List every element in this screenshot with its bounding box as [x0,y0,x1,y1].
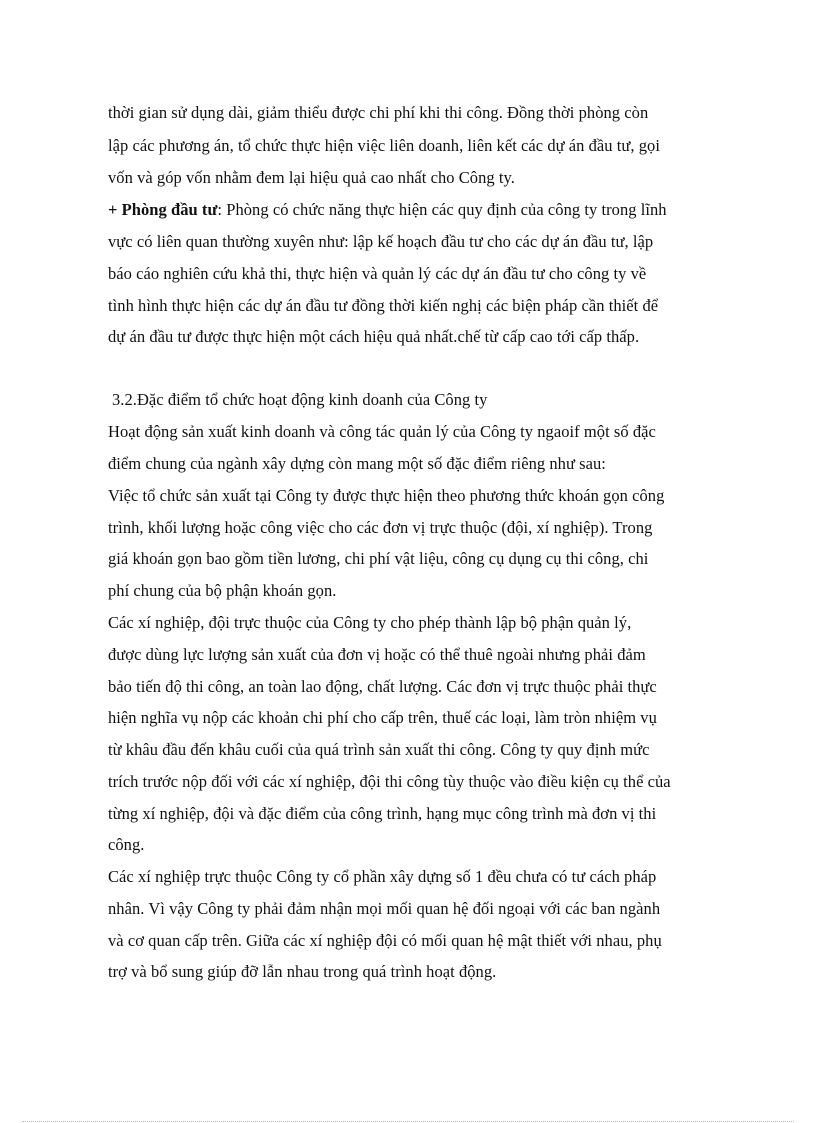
paragraph-5-line-4: hiện nghĩa vụ nộp các khoản chi phí cho cấp trên, thuế các loại, làm tròn nhiệm vụ [108,708,657,727]
paragraph-4-line-3: giá khoán gọn bao gồm tiền lương, chi phí vật liệu, công cụ dụng cụ thi công, chi [108,549,649,568]
paragraph-5-line-1: Các xí nghiệp, đội trực thuộc của Công ty cho phép thành lập bộ phận quản lý, [108,613,632,632]
paragraph-6-line-1: Các xí nghiệp trực thuộc Công ty cổ phần xây dựng số 1 đều chưa có tư cách pháp [108,867,657,886]
paragraph-5-line-3: bảo tiến độ thi công, an toàn lao động, chất lượng. Các đơn vị trực thuộc phải thực [108,677,657,696]
paragraph-3-line-2: điểm chung của ngành xây dựng còn mang một số đặc điểm riêng như sau: [108,454,606,473]
paragraph-1-line-1: thời gian sử dụng dài, giảm thiểu được chi phí khi thi công. Đồng thời phòng còn [108,103,649,122]
paragraph-5-line-2: được dùng lực lượng sản xuất của đơn vị hoặc có thể thuê ngoài nhưng phải đảm [108,645,646,664]
paragraph-2-line-2: vực có liên quan thường xuyên như: lập kế hoạch đầu tư cho các dự án đầu tư, lập [108,232,654,251]
paragraph-1-line-3: vốn và góp vốn nhằm đem lại hiệu quả cao nhất cho Công ty. [108,168,515,187]
paragraph-6-line-2: nhân. Vì vậy Công ty phải đảm nhận mọi mối quan hệ đối ngoại với các ban ngành [108,899,661,918]
paragraph-2-line-5: dự án đầu tư được thực hiện một cách hiệu quả nhất.chế từ cấp cao tới cấp thấp. [108,327,640,346]
paragraph-5-line-5: từ khâu đầu đến khâu cuối của quá trình sản xuất thi công. Công ty quy định mức [108,740,650,759]
paragraph-5-line-8: công. [108,835,145,854]
section-heading: 3.2.Đặc điểm tổ chức hoạt động kinh doanh của Công ty [112,390,488,409]
paragraph-2-line-3: báo cáo nghiên cứu khả thi, thực hiện và quản lý các dự án đầu tư cho công ty về [108,264,647,283]
paragraph-4-line-1: Việc tổ chức sản xuất tại Công ty được thực hiện theo phương thức khoán gọn công [108,486,665,505]
paragraph-6-line-4: trợ và bổ sung giúp đỡ lẫn nhau trong quá trình hoạt động. [108,962,497,981]
paragraph-3-line-1: Hoạt động sản xuất kinh doanh và công tác quản lý của Công ty ngaoif một số đặc [108,422,656,441]
paragraph-5-line-7: từng xí nghiệp, đội và đặc điểm của công trình, hạng mục công trình mà đơn vị thi [108,804,657,823]
paragraph-4-line-2: trình, khối lượng hoặc công việc cho các đơn vị trực thuộc (đội, xí nghiệp). Trong [108,518,653,537]
paragraph-6-line-3: và cơ quan cấp trên. Giữa các xí nghiệp đội có mối quan hệ mật thiết với nhau, phụ [108,931,662,950]
paragraph-2-line-1 [108,200,667,220]
page-bottom-border [22,1121,794,1122]
paragraph-4-line-4: phí chung của bộ phận khoán gọn. [108,581,337,600]
paragraph-1-line-2: lập các phương án, tổ chức thực hiện việc liên doanh, liên kết các dự án đầu tư, gọi [108,136,660,155]
paragraph-2-line-1-text: : Phòng có chức năng thực hiện các quy định của công ty trong lĩnh [217,200,667,219]
paragraph-5-line-6: trích trước nộp đối với các xí nghiệp, đội thi công tùy thuộc vào điều kiện cụ thể của [108,772,671,791]
department-label: + Phòng đầu tư [108,200,218,219]
paragraph-2-line-4: tình hình thực hiện các dự án đầu tư đồng thời kiến nghị các biện pháp cần thiết để [108,296,659,315]
